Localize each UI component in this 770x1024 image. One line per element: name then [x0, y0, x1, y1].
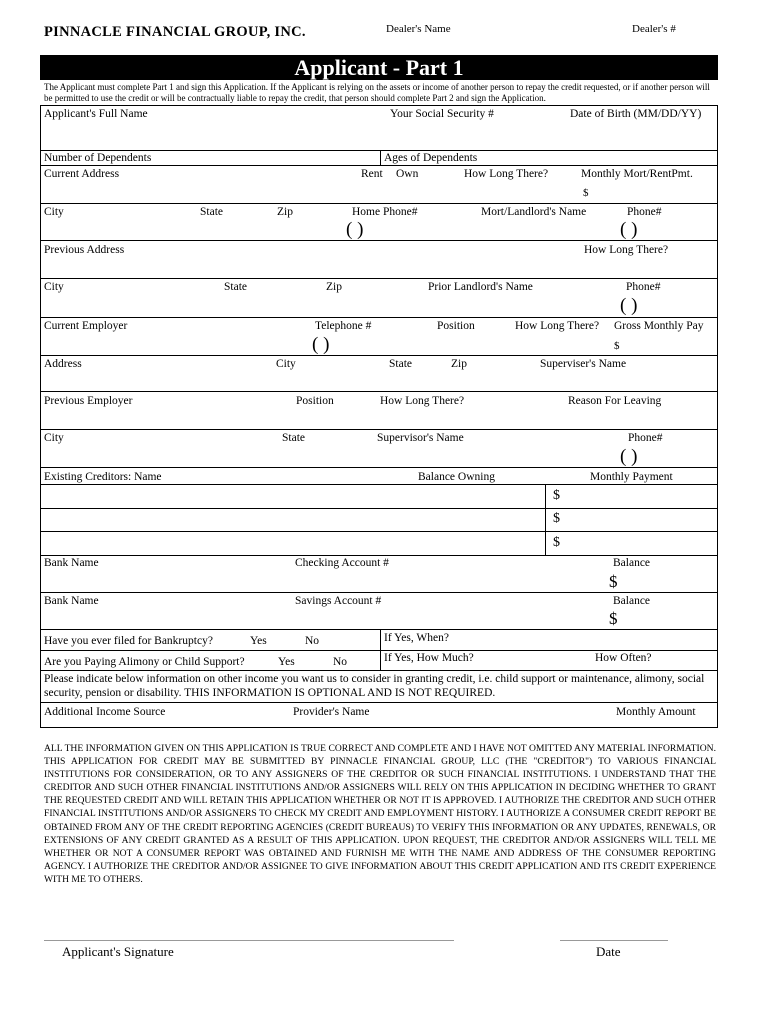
date-line[interactable]: [560, 940, 668, 941]
monthly-payment-label: Monthly Payment: [590, 471, 673, 483]
bankruptcy-no-option[interactable]: No: [305, 635, 320, 647]
prev-employer-city-label: City: [44, 432, 64, 444]
mort-dollar-sign: $: [583, 187, 589, 199]
monthly-mort-label: Monthly Mort/RentPmt.: [581, 168, 693, 180]
how-often-label: How Often?: [595, 652, 652, 664]
disclaimer-text: ALL THE INFORMATION GIVEN ON THIS APPLICATION IS TRUE CORRECT AND COMPLETE AND I HAVE NOT OMITTED ANY MATERIAL INFORMATION. THIS APPLICATION FOR CREDIT MAY BE SUBMITTED BY PINNACLE FINANCIAL GROUP, LLC (THE "CREDITOR") TO VARIOUS FINANCIAL INSTITUTIONS FOR CONSIDERATION, OR TO ANY ASSIGNERS OF THE CREDITOR OR SUCH FINANCIAL INSTITUTIONS. I UNDERSTAND THAT THE CREDITOR AND SUCH OTHER FINANCIAL INSTITUTIONS AND/OR ASSIGNERS WILL RELY ON THIS APPLICATION IN DECIDING WHETHER TO GRANT THE REQUESTED CREDIT AND WILL RETAIN THIS APPLICATION WHETHER OR NOT IT IS APPROVED. I AUTHORIZE THE CREDITOR AND SUCH OTHER FINANCIAL INSTITUTIONS AND/OR ASSIGNERS TO CHECK MY CREDIT AND EMPLOYMENT HISTORY. I AUTHORIZE A CONSUMER CREDIT REPORT BE OBTAINED FROM ANY OF THE CREDIT REPORTING AGENCIES (CREDIT BUREAUS) TO VERIFY THIS INFORMATION OR ANY UPDATES, RENEWALS, OR EXTENSIONS OF ANY CREDIT GRANTED AS A RESULT OF THIS APPLICATION. UPON REQUEST, THE CREDITOR AND/OR ASSIGNERS WILL TELL ME WHETHER OR NOT A CONSUMER REPORT WAS OBTAINED AND FURNISH ME WITH THE NAME AND ADDRESS OF THE CONSUMER REPORTING AGENCY. I AUTHORIZE THE CREDITOR AND/OR ASSIGNEE TO GIVE INFORMATION ABOUT THIS CREDIT APPLICATION AND ITS CREDIT EXPERIENCE WITH ME TO OTHERS.: [44, 743, 716, 885]
home-phone-label: Home Phone#: [352, 206, 418, 218]
prev-employer-state-label: State: [282, 432, 305, 444]
reason-leaving-label: Reason For Leaving: [568, 395, 662, 407]
gross-pay-label: Gross Monthly Pay: [614, 320, 704, 332]
dependents-label: Number of Dependents: [44, 152, 152, 164]
alimony-no-option[interactable]: No: [333, 656, 348, 668]
signature-line[interactable]: [44, 940, 454, 941]
bank-name-savings-label: Bank Name: [44, 595, 99, 607]
date-label: Date: [596, 944, 621, 959]
how-long-label: How Long There?: [464, 168, 549, 180]
prev-employer-how-long-label: How Long There?: [380, 395, 465, 407]
prev-employer-area-code[interactable]: ( ): [620, 446, 638, 467]
balance-owning-label: Balance Owning: [418, 471, 495, 483]
bankruptcy-question: Have you ever filed for Bankruptcy?: [44, 635, 213, 647]
prev-state-label: State: [224, 281, 247, 293]
rent-option[interactable]: Rent: [361, 168, 383, 180]
checking-balance-dollar[interactable]: $: [609, 572, 618, 591]
employer-zip-label: Zip: [451, 358, 467, 370]
home-phone-area-code[interactable]: ( ): [346, 219, 364, 240]
prior-landlord-phone-label: Phone#: [626, 281, 661, 293]
additional-income-label: Additional Income Source: [44, 706, 166, 718]
superviser-name-label: Superviser's Name: [540, 358, 627, 370]
prev-city-label: City: [44, 281, 64, 293]
other-income-note: Please indicate below information on other income you want us to consider in granting credit, i.e. child support or maintenance, alimony, social security, pension or disability. THIS INFORMATION IS OPTIONAL AND IS NOT REQUIRED.: [44, 673, 705, 699]
employer-how-long-label: How Long There?: [515, 320, 600, 332]
current-employer-label: Current Employer: [44, 320, 128, 332]
creditor-3-dollar[interactable]: $: [553, 535, 560, 550]
employer-area-code[interactable]: ( ): [312, 334, 330, 355]
previous-address-label: Previous Address: [44, 244, 125, 256]
bank-name-checking-label: Bank Name: [44, 557, 99, 569]
dealer-name-label: Dealer's Name: [386, 23, 451, 35]
full-name-label: Applicant's Full Name: [44, 108, 148, 120]
creditor-1-dollar[interactable]: $: [553, 488, 560, 503]
employer-state-label: State: [389, 358, 412, 370]
company-name: PINNACLE FINANCIAL GROUP, INC.: [44, 24, 306, 40]
monthly-amount-label: Monthly Amount: [616, 706, 696, 718]
creditors-name-label: Existing Creditors: Name: [44, 471, 162, 483]
checking-balance-label: Balance: [613, 557, 651, 569]
ssn-label: Your Social Security #: [390, 108, 494, 120]
signature-label: Applicant's Signature: [62, 944, 174, 959]
bankruptcy-yes-option[interactable]: Yes: [250, 635, 267, 647]
prev-how-long-label: How Long There?: [584, 244, 669, 256]
providers-name-label: Provider's Name: [293, 706, 370, 718]
employer-city-label: City: [276, 358, 296, 370]
alimony-yes-option[interactable]: Yes: [278, 656, 295, 668]
prev-employer-phone-label: Phone#: [628, 432, 663, 444]
own-option[interactable]: Own: [396, 168, 419, 180]
prior-landlord-label: Prior Landlord's Name: [428, 281, 533, 293]
zip-label: Zip: [277, 206, 293, 218]
creditor-2-dollar[interactable]: $: [553, 511, 560, 526]
form-title: Applicant - Part 1: [40, 55, 718, 80]
ages-dependents-label: Ages of Dependents: [384, 152, 478, 164]
current-address-label: Current Address: [44, 168, 120, 180]
prev-position-label: Position: [296, 395, 334, 407]
city-label: City: [44, 206, 64, 218]
landlord-phone-area-code[interactable]: ( ): [620, 219, 638, 240]
dealer-number-label: Dealer's #: [632, 23, 676, 35]
prev-zip-label: Zip: [326, 281, 342, 293]
if-yes-when-label: If Yes, When?: [384, 632, 449, 644]
employer-address-label: Address: [44, 358, 82, 370]
employer-telephone-label: Telephone #: [315, 320, 372, 332]
landlord-name-label: Mort/Landlord's Name: [481, 206, 587, 218]
dob-label: Date of Birth (MM/DD/YY): [570, 108, 702, 120]
position-label: Position: [437, 320, 475, 332]
savings-balance-label: Balance: [613, 595, 651, 607]
state-label: State: [200, 206, 223, 218]
savings-balance-dollar[interactable]: $: [609, 609, 618, 628]
alimony-question: Are you Paying Alimony or Child Support?: [44, 656, 245, 668]
savings-account-label: Savings Account #: [295, 595, 382, 607]
supervisor-name-label: Supervisor's Name: [377, 432, 464, 444]
intro-text: The Applicant must complete Part 1 and sign this Application. If the Applicant is relying on the assets or income of another person to repay the credit requested, or if another person will be permitted to use the credit or will be contractually liable to repay the credit, that person should complete Part 2 and sign the Application.: [44, 82, 710, 103]
landlord-phone-label: Phone#: [627, 206, 662, 218]
if-yes-how-much-label: If Yes, How Much?: [384, 652, 474, 664]
prior-landlord-area-code[interactable]: ( ): [620, 295, 638, 316]
gross-pay-dollar: $: [614, 340, 620, 352]
checking-account-label: Checking Account #: [295, 557, 389, 569]
previous-employer-label: Previous Employer: [44, 395, 133, 407]
